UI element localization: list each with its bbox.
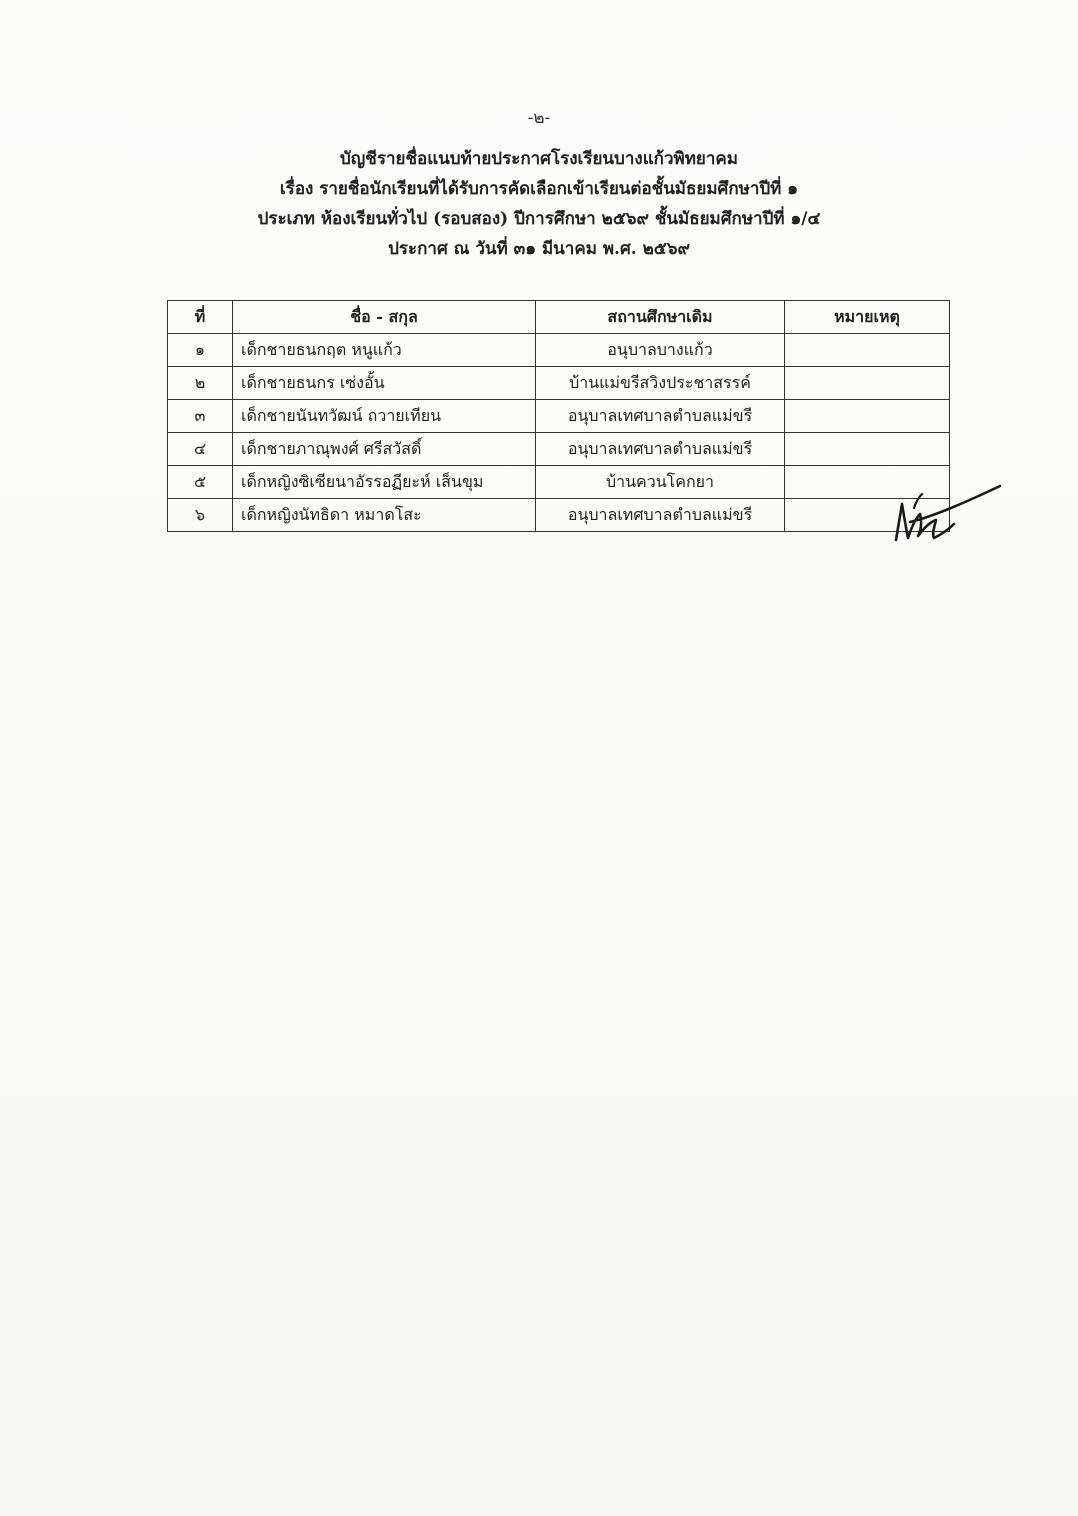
row-name: เด็กชายธนกร เซ่งอั้น xyxy=(233,367,536,400)
table-row xyxy=(168,499,950,532)
row-school: อนุบาลบางแก้ว xyxy=(536,334,785,367)
row-school: อนุบาลเทศบาลตำบลแม่ขรี xyxy=(536,433,785,466)
header-note: หมายเหตุ xyxy=(785,301,950,334)
row-no: ๒ xyxy=(168,367,233,400)
row-school: บ้านแม่ขรีสวิงประชาสรรค์ xyxy=(536,367,785,400)
row-no: ๕ xyxy=(168,466,233,499)
row-name: เด็กหญิงซิเซียนาอัรรอฏียะห์ เส็นขุม xyxy=(233,466,536,499)
row-name: เด็กชายนันทวัฒน์ ถวายเทียน xyxy=(233,400,536,433)
table-row xyxy=(168,334,950,367)
row-note xyxy=(785,400,950,433)
row-no: ๔ xyxy=(168,433,233,466)
row-name: เด็กชายธนกฤต หนูแก้ว xyxy=(233,334,536,367)
row-school: อนุบาลเทศบาลตำบลแม่ขรี xyxy=(536,499,785,532)
row-note xyxy=(785,433,950,466)
table-row xyxy=(168,400,950,433)
heading-line-4: ประกาศ ณ วันที่ ๓๑ มีนาคม พ.ศ. ๒๕๖๙ xyxy=(388,239,690,259)
student-list-table xyxy=(167,300,950,532)
row-no: ๖ xyxy=(168,499,233,532)
heading-line-3: ประเภท ห้องเรียนทั่วไป (รอบสอง) ปีการศึกษา ๒๕๖๙ ชั้นมัธยมศึกษาปีที่ ๑/๔ xyxy=(257,209,821,229)
heading-line-2: เรื่อง รายชื่อนักเรียนที่ได้รับการคัดเลือกเข้าเรียนต่อชั้นมัธยมศึกษาปีที่ ๑ xyxy=(279,179,799,199)
row-no: ๑ xyxy=(168,334,233,367)
header-school: สถานศึกษาเดิม xyxy=(536,301,785,334)
table-header-row xyxy=(168,301,950,334)
table-row xyxy=(168,367,950,400)
page-number: -๒- xyxy=(527,108,551,128)
row-name: เด็กชายภาณุพงศ์ ศรีสวัสดิ์ xyxy=(233,433,536,466)
header-name: ชื่อ - สกุล xyxy=(233,301,536,334)
signature-icon xyxy=(888,478,1006,546)
row-note xyxy=(785,334,950,367)
table-row xyxy=(168,466,950,499)
row-school: อนุบาลเทศบาลตำบลแม่ขรี xyxy=(536,400,785,433)
row-name: เด็กหญิงนัทธิดา หมาดโสะ xyxy=(233,499,536,532)
table-row xyxy=(168,433,950,466)
heading-line-1: บัญชีรายชื่อแนบท้ายประกาศโรงเรียนบางแก้วพิทยาคม xyxy=(340,149,738,169)
row-note xyxy=(785,367,950,400)
document-heading xyxy=(0,144,1078,264)
row-school: บ้านควนโคกยา xyxy=(536,466,785,499)
row-no: ๓ xyxy=(168,400,233,433)
header-no: ที่ xyxy=(168,301,233,334)
